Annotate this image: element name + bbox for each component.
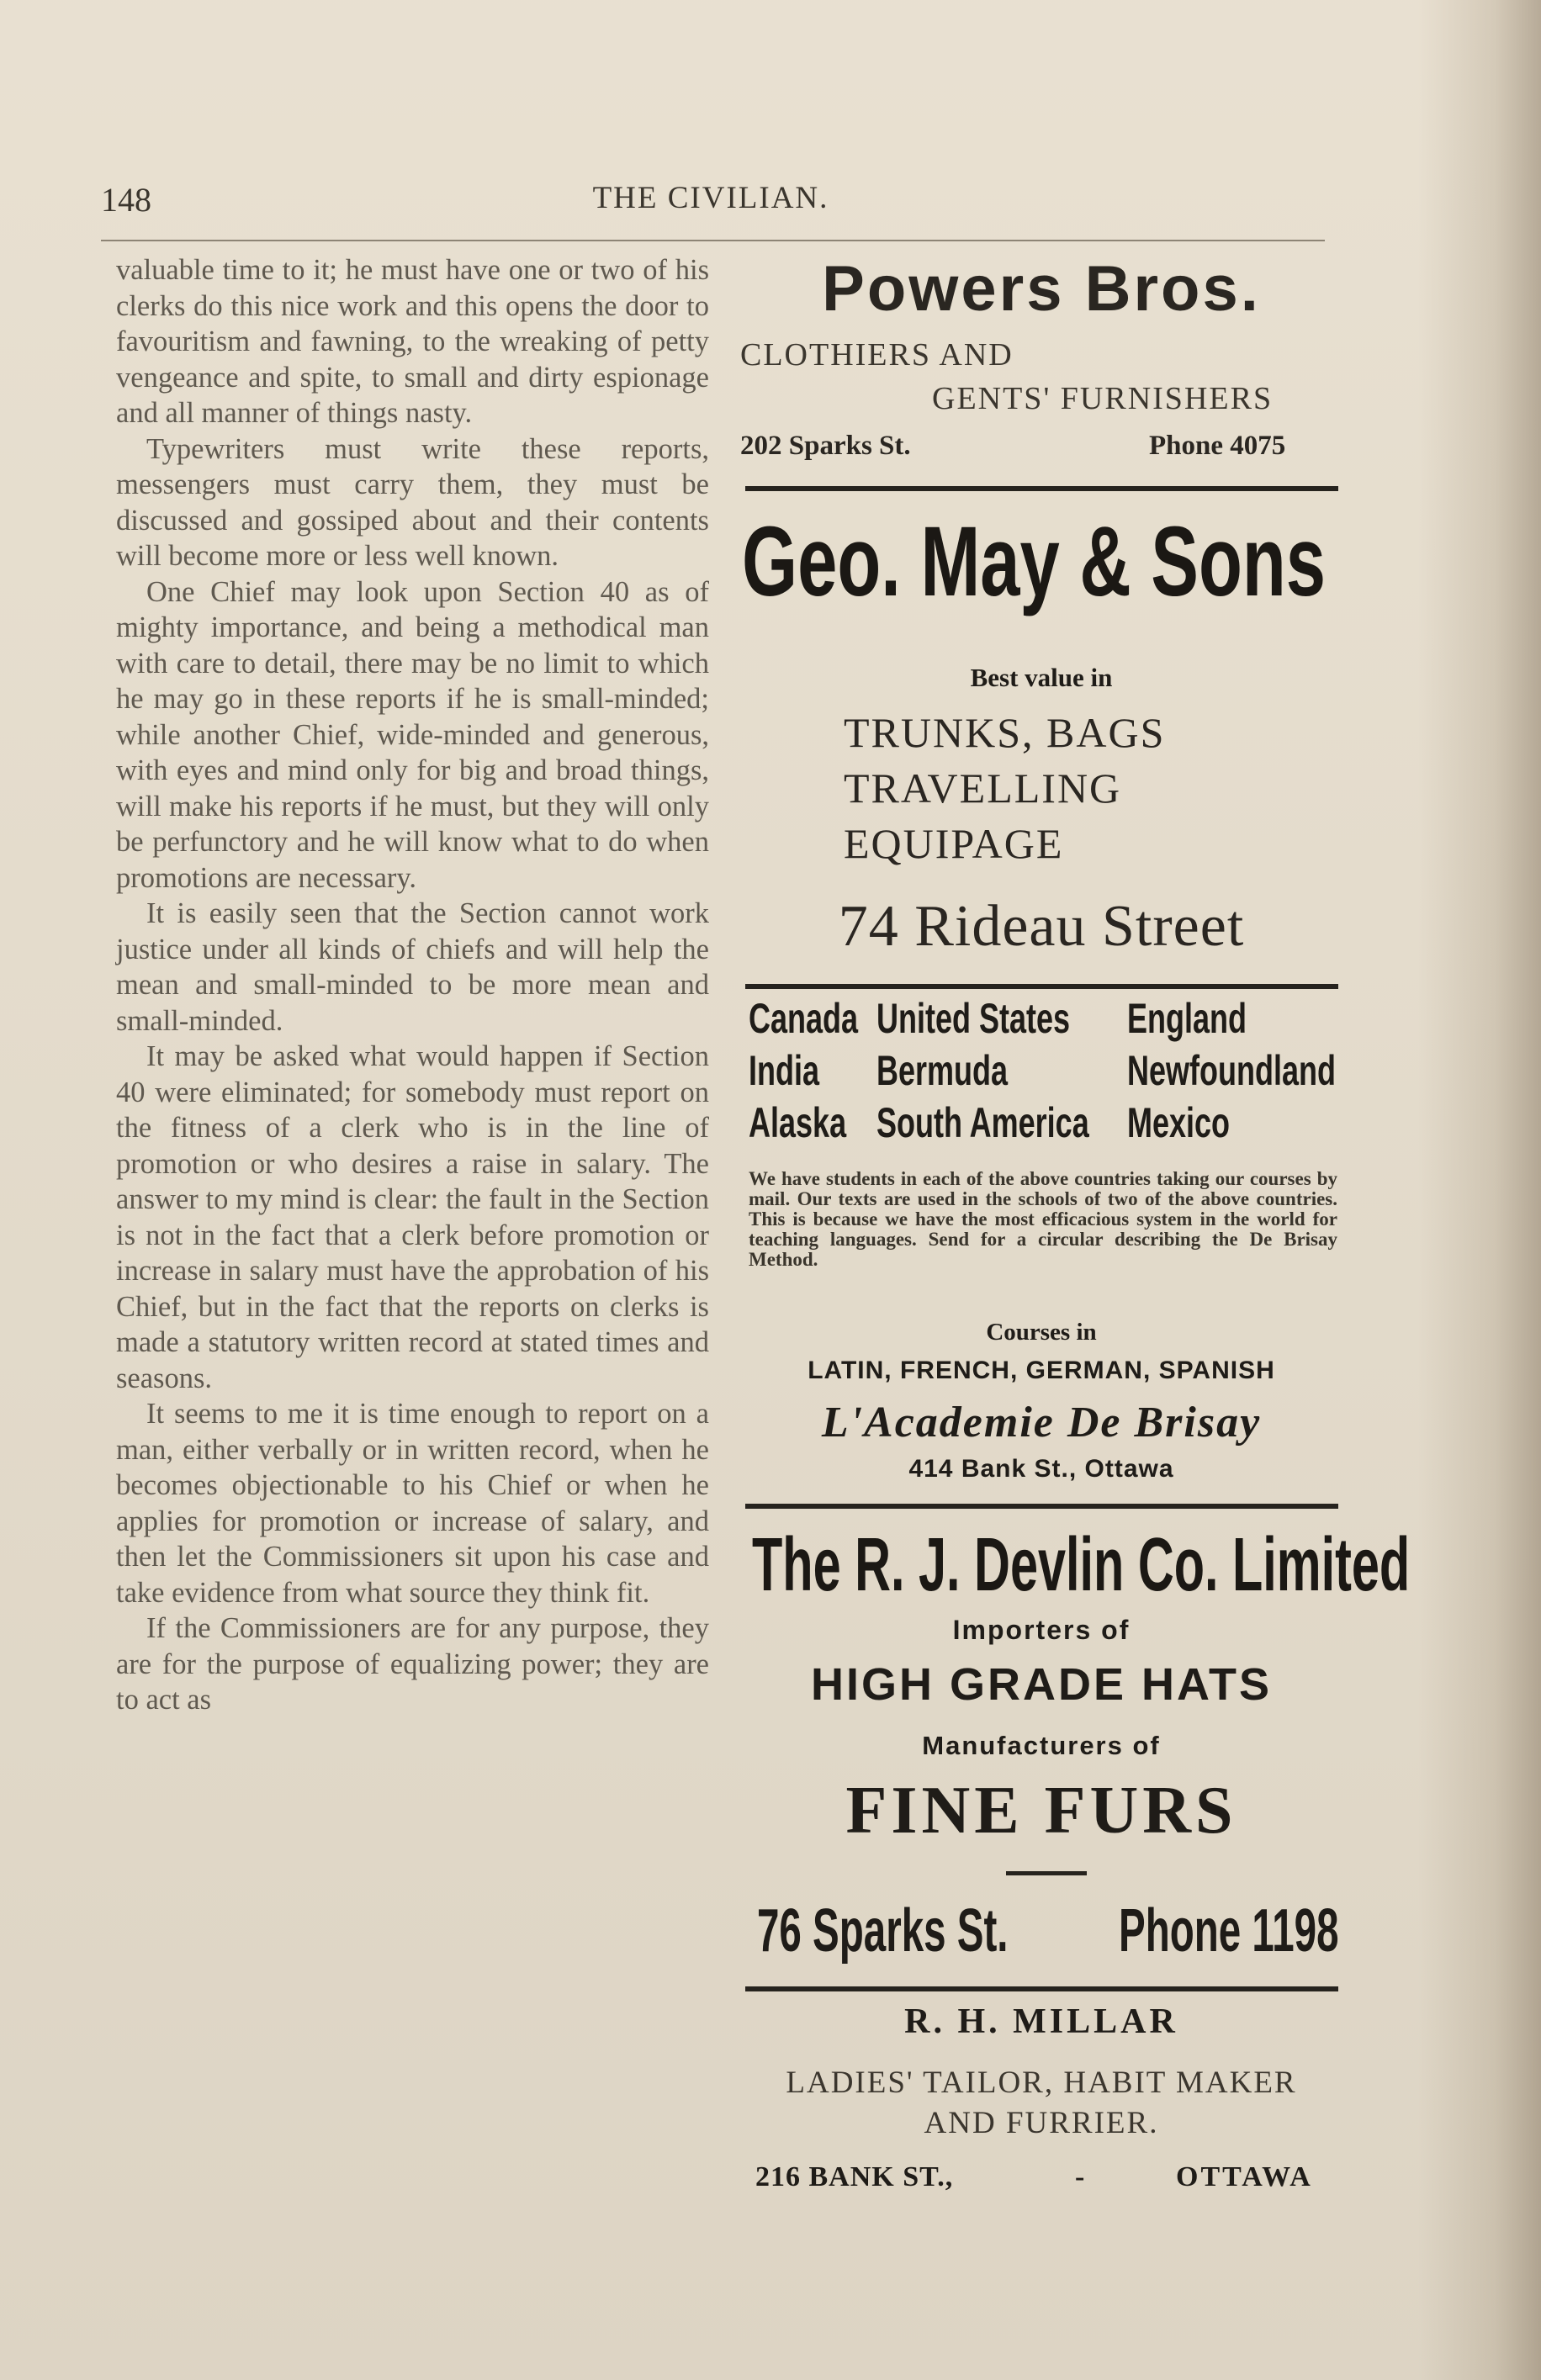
country-label: South America	[876, 1099, 1089, 1146]
country-label: Newfoundland	[1127, 1047, 1336, 1094]
country-label: Canada	[749, 995, 859, 1042]
devlin-hats: HIGH GRADE HATS	[810, 1659, 1272, 1710]
article-column	[116, 252, 709, 2220]
millar-line2: AND FURRIER.	[924, 2106, 1159, 2140]
country-label: Alaska	[749, 1099, 847, 1146]
country-label: Bermuda	[876, 1047, 1009, 1094]
article-paragraph: It is easily seen that the Section cannot work justice under all kinds of chiefs and will help the mean and small-minded to be more mean and small-minded.	[116, 897, 709, 1037]
powers-bros-address: 202 Sparks St.	[740, 431, 911, 461]
academie-address: 414 Bank St., Ottawa	[908, 1455, 1174, 1483]
powers-bros-line2: GENTS' FURNISHERS	[932, 381, 1274, 416]
geo-may-item: EQUIPAGE	[844, 820, 1064, 867]
geo-may-address: 74 Rideau Street	[838, 894, 1245, 959]
millar-city: OTTAWA	[1176, 2161, 1313, 2192]
academie-paragraph: We have students in each of the above countries taking our courses by mail. Our texts are used in the schools of two of the above countries. This is because we have the most efficacious system in the world for teaching languages. Send for a circular describing the De Brisay Method.	[749, 1168, 1337, 1270]
advertisements-column	[739, 252, 1411, 2220]
geo-may-best-value: Best value in	[970, 663, 1113, 692]
country-label: United States	[876, 995, 1071, 1042]
geo-may-item: TRAVELLING	[844, 764, 1122, 812]
article-paragraph: Typewriters must write these reports, messengers must carry them, they must be discussed and gossiped about and their contents will become more or less well known.	[116, 432, 709, 572]
academie-countries	[749, 992, 1354, 1152]
header-rule	[101, 240, 1325, 241]
ad-divider-rule	[745, 486, 1338, 491]
millar-address: 216 BANK ST.,	[755, 2161, 954, 2192]
devlin-dash	[1006, 1871, 1087, 1875]
article-paragraph: If the Commissioners are for any purpose, they are for the purpose of equalizing power; they are to act as	[116, 1612, 709, 1716]
millar-line1: LADIES' TAILOR, HABIT MAKER	[786, 2065, 1297, 2100]
devlin-importers: Importers of	[952, 1615, 1131, 1645]
devlin-furs: FINE FURS	[845, 1774, 1237, 1848]
millar-separator: -	[1075, 2161, 1085, 2192]
page-header	[101, 180, 1321, 230]
country-label: Mexico	[1127, 1099, 1231, 1146]
ad-divider-rule	[745, 1986, 1338, 1991]
academie-courses: LATIN, FRENCH, GERMAN, SPANISH	[808, 1357, 1275, 1384]
powers-bros-phone: Phone 4075	[1149, 431, 1286, 461]
geo-may-items	[844, 705, 1165, 871]
millar-name: R. H. MILLAR	[904, 2002, 1178, 2041]
academie-courses-label: Courses in	[986, 1319, 1097, 1346]
page-number: 148	[101, 181, 151, 219]
article-paragraph: It may be asked what would happen if Section 40 were eliminated; for somebody must report on the fitness of a clerk who is in the line of promotion or who desires a raise in salary. The answer to my mind is clear: the fault in the Section is not in the fact that a clerk before promotion or increase in salary must have the approbation of his Chief, but in the fact that the reports on clerks is made a statutory written record at stated times and seasons.	[116, 1040, 709, 1394]
geo-may-item: TRUNKS, BAGS	[844, 709, 1166, 756]
ad-divider-rule	[745, 984, 1338, 989]
devlin-phone: Phone 1198	[1119, 1897, 1339, 1965]
article-paragraph: One Chief may look upon Section 40 as of mighty importance, and being a methodical man with care to detail, there may be no limit to which he may go in these reports if he is small-minded; while another Chief, wide-minded and generous, with eyes and mind only for big and broad things, will make his reports if he must, but they will only be perfunctory and he will know what to do when promotions are necessary.	[116, 575, 709, 894]
country-label: India	[749, 1047, 820, 1094]
devlin-manufacturers: Manufacturers of	[922, 1731, 1161, 1760]
journal-title: THE CIVILIAN.	[592, 181, 829, 215]
academie-name: L'Academie De Brisay	[821, 1399, 1262, 1447]
ad-divider-rule	[745, 1504, 1338, 1509]
devlin-name: The R. J. Devlin Co. Limited	[752, 1523, 1411, 1607]
article-paragraph: valuable time to it; he must have one or two of his clerks do this nice work and this opens the door to favouritism and fawning, to the wreaking of petty vengeance and spite, to small and dirty espionage and all manner of things nasty.	[116, 254, 709, 429]
powers-bros-name: Powers Bros.	[822, 253, 1261, 325]
powers-bros-line1: CLOTHIERS AND	[740, 337, 1014, 373]
devlin-address: 76 Sparks St.	[757, 1897, 1009, 1965]
country-label: England	[1127, 995, 1247, 1042]
geo-may-name: Geo. May & Sons	[742, 506, 1327, 617]
article-paragraph: It seems to me it is time enough to report on a man, either verbally or in written record, when he becomes objectionable to his Chief or when he applies for promotion or increase of salary, and then let the Commissioners sit upon his case and take evidence from what source they think fit.	[116, 1398, 709, 1609]
